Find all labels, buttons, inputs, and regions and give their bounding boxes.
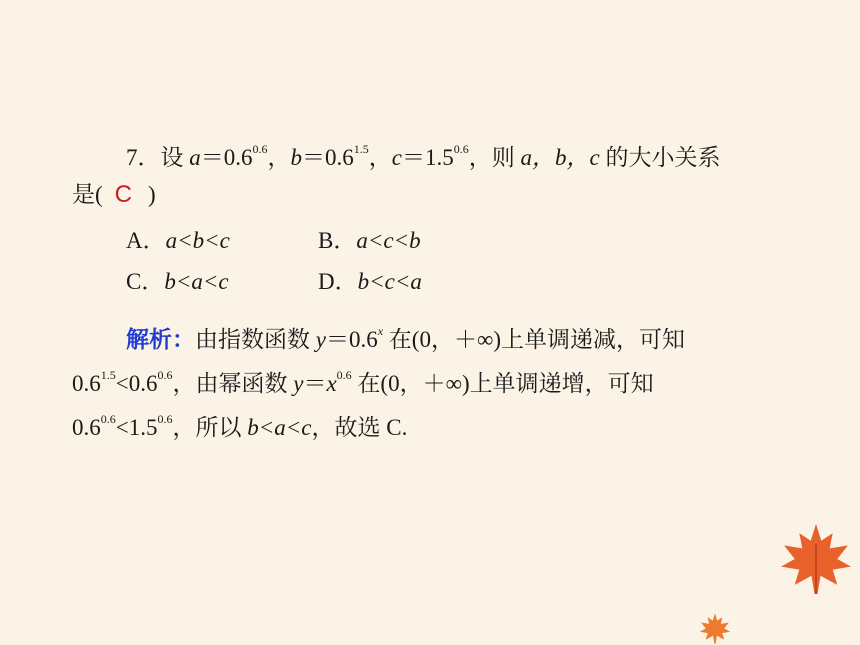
maple-leaf-icon-small: [697, 612, 733, 645]
solution-line-2: $0.6^{1.5}<0.6^{0.6}$，由幂函数 $y=x^{0.6}$ 在(0，＋∞)上单调递增，可知: [72, 368, 654, 396]
solution-line-1: 解析：由指数函数 $y=0.6^x$ 在(0，＋∞)上单调递减，可知: [126, 324, 686, 352]
question-line-1: 7．设 $a=0.6^{0.6}$，$b=0.6^{1.5}$，$c=1.5^{0.6}$，则 a，b，c 的大小关系: [126, 142, 721, 170]
question-number: 7．: [126, 145, 161, 170]
option-b: B．a<c<b: [318, 228, 421, 253]
option-a: A．a<b<c: [126, 228, 230, 253]
maple-leaf-icon: [778, 518, 854, 600]
solution-label: 解析：: [126, 327, 195, 352]
question-line-2: 是( C ): [72, 181, 156, 208]
option-c: C．b<a<c: [126, 269, 229, 294]
solution-line-3: $0.6^{0.6}<1.5^{0.6}$，所以 b<a<c，故选 C.: [72, 412, 408, 440]
option-d: D．b<c<a: [318, 269, 422, 294]
answer-mark: C: [114, 181, 133, 208]
